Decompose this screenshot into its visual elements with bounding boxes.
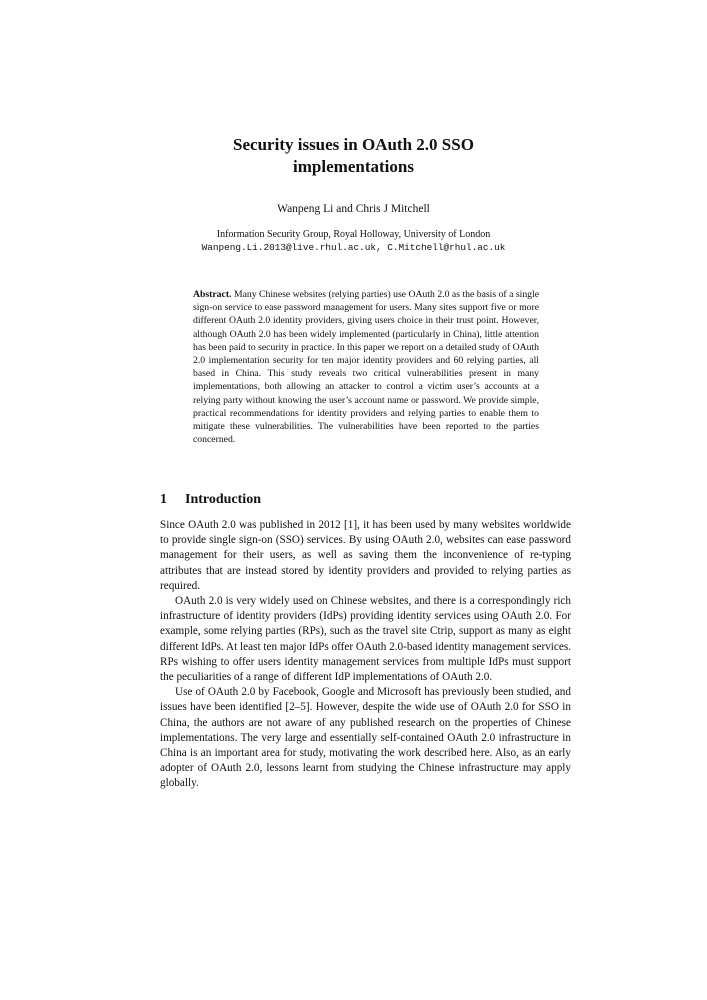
paper-title-line-2: implementations — [293, 157, 414, 176]
body-paragraph-3: Use of OAuth 2.0 by Facebook, Google and Microsoft has previously been studied, and issues have been identified [2–5]. However, despite the wide use of OAuth 2.0 for SSO in China, the authors are not aware of any published research on the properties of Chinese implementations. The very large and essentially self-contained OAuth 2.0 infrastructure in China is an important area for study, motivating the work described here. Also, as an early adopter of OAuth 2.0, lessons learnt from studying the Chinese infrastructure may apply globally. — [160, 686, 571, 790]
author-emails: Wanpeng.Li.2013@live.rhul.ac.uk, C.Mitchell@rhul.ac.uk — [201, 242, 506, 253]
abstract-label: Abstract. — [193, 289, 232, 300]
abstract — [193, 288, 539, 446]
body-paragraph-1: Since OAuth 2.0 was published in 2012 [1], it has been used by many websites worldwide to provide single sign-on (SSO) services. By using OAuth 2.0, websites can ease password management for their users, as well as saving them the inconvenience of re-typing attributes that are instead stored by identity providers and provided to relying parties as required. — [160, 519, 571, 592]
paper-title — [0, 134, 707, 178]
section-number: 1 — [160, 492, 167, 507]
affiliation: Information Security Group, Royal Holloway, University of London — [216, 229, 491, 240]
section-body — [160, 518, 571, 792]
author-affiliation-block — [0, 228, 707, 254]
paper-authors: Wanpeng Li and Chris J Mitchell — [277, 203, 430, 215]
abstract-text: Many Chinese websites (relying parties) use OAuth 2.0 as the basis of a single sign-on service to ease password management for users. Many sites support five or more different OAuth 2.0 identity providers, giving users choice in their trust point. However, although OAuth 2.0 has been widely implemented (particularly in China), little attention has been paid to security in practice. In this paper we report on a detailed study of OAuth 2.0 implementation security for ten major identity providers and 60 relying parties, all based in China. This study reveals two critical vulnerabilities present in many implementations, both allowing an attacker to control a victim user’s accounts at a relying party without knowing the user’s account name or password. We provide simple, practical recommendations for identity providers and relying parties to enable them to mitigate these vulnerabilities. The vulnerabilities have been reported to the parties concerned. — [193, 289, 540, 446]
section-title: Introduction — [185, 492, 261, 507]
section-heading-introduction — [160, 491, 261, 509]
paper-title-line-1: Security issues in OAuth 2.0 SSO — [233, 135, 474, 154]
body-paragraph-2: OAuth 2.0 is very widely used on Chinese websites, and there is a correspondingly rich infrastructure of identity providers (IdPs) providing identity services using OAuth 2.0. For example, some relying parties (RPs), such as the travel site Ctrip, support as many as eight different IdPs. At least ten major IdPs offer OAuth 2.0-based identity management services. RPs wishing to offer users identity management services from multiple IdPs must support the peculiarities of a range of different IdP implementations of OAuth 2.0. — [160, 595, 571, 684]
